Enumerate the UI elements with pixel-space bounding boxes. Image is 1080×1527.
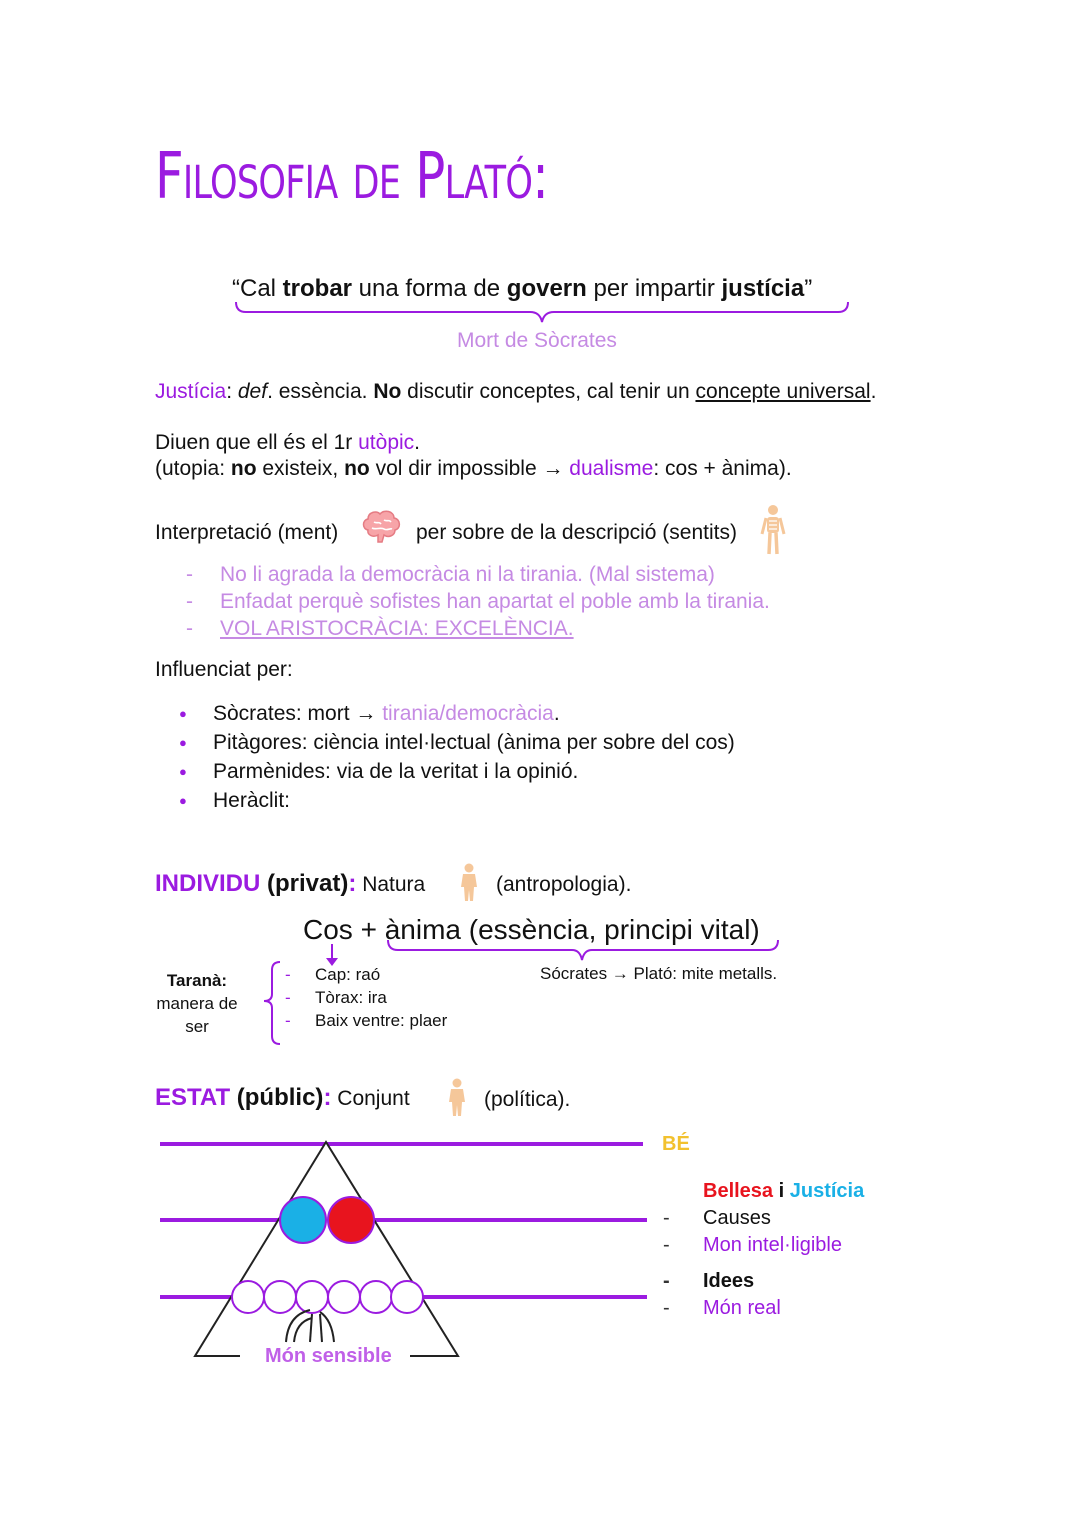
individu-label: INDIVIDU bbox=[155, 870, 261, 897]
be-label: BÉ bbox=[662, 1133, 690, 1155]
list-item bbox=[155, 699, 735, 728]
legend-item: - Causes bbox=[663, 1205, 864, 1232]
tarana-brace bbox=[260, 958, 284, 1048]
text: : bbox=[348, 870, 357, 897]
justicia: Justícia bbox=[789, 1180, 865, 1202]
text: : cos + ànima). bbox=[653, 457, 792, 480]
text: i bbox=[773, 1180, 790, 1202]
brain-icon bbox=[360, 508, 402, 546]
legend-item: - Món real bbox=[663, 1295, 864, 1322]
person-icon bbox=[458, 863, 480, 903]
text: Natura bbox=[356, 873, 426, 896]
text: ser bbox=[185, 1017, 209, 1036]
quote-bold-justicia: justícia bbox=[721, 275, 805, 302]
text: Conjunt bbox=[331, 1087, 410, 1110]
mon-sensible: Món sensible bbox=[265, 1345, 392, 1367]
legend-item: - Idees bbox=[663, 1268, 864, 1295]
quote-text: per impartir bbox=[586, 275, 722, 302]
list-item: ● Parmènides: via de la veritat i la opinió. bbox=[155, 757, 735, 786]
quote-brace bbox=[230, 300, 855, 326]
list-item: - Cap: raó bbox=[285, 963, 447, 986]
list-item: ● Heràclit: bbox=[155, 786, 735, 815]
text: discutir conceptes, cal tenir un bbox=[401, 380, 696, 403]
interp-b: per sobre de la descripció (sentits) bbox=[416, 521, 737, 544]
estat-label: ESTAT bbox=[155, 1084, 231, 1111]
pyramid-triangle bbox=[195, 1142, 458, 1356]
interp-list bbox=[155, 561, 770, 642]
quote-text: “Cal bbox=[232, 275, 283, 302]
beauty-circle bbox=[328, 1197, 374, 1243]
cos-anima: Cos + ànima (essència, principi vital) bbox=[303, 914, 760, 945]
bellesa: Bellesa bbox=[703, 1180, 774, 1202]
legend-bellesa-justicia bbox=[663, 1178, 864, 1205]
quote-text: una forma de bbox=[352, 275, 507, 302]
estat-politica: (política). bbox=[484, 1088, 571, 1111]
interp-a: Interpretació (ment) bbox=[155, 521, 339, 544]
utopic-term: utòpic bbox=[358, 431, 415, 454]
person-icon bbox=[446, 1078, 468, 1118]
estat-heading bbox=[155, 1084, 410, 1112]
socrates-note: Sócrates → Plató: mite metalls. bbox=[540, 964, 778, 983]
text: vol dir impossible → bbox=[369, 457, 570, 480]
influ-heading: Influenciat per: bbox=[155, 658, 293, 681]
justice-line bbox=[155, 380, 876, 404]
individu-antro: (antropologia). bbox=[496, 873, 632, 896]
text: Diuen que ell és el 1r bbox=[155, 431, 359, 454]
utopia-block bbox=[155, 430, 792, 482]
text: (privat) bbox=[260, 870, 349, 897]
bold-no: No bbox=[373, 380, 402, 403]
justice-circle bbox=[280, 1197, 326, 1243]
list-item: - Enfadat perquè sofistes han apartat el poble amb la tirania. bbox=[155, 588, 770, 615]
tarana-label: Taranà: bbox=[166, 971, 228, 990]
bold-no: no bbox=[230, 457, 257, 480]
text: Sòcrates: mort → bbox=[213, 702, 383, 725]
tarana bbox=[152, 969, 242, 1038]
quote-note: Mort de Sòcrates bbox=[457, 329, 617, 352]
skeleton-icon bbox=[760, 504, 786, 556]
list-item: - Tòrax: ira bbox=[285, 986, 447, 1009]
def-italic: def bbox=[237, 380, 268, 403]
text: . essència. bbox=[267, 380, 374, 403]
tirania-term: tirania/democràcia bbox=[382, 702, 554, 725]
quote bbox=[232, 275, 812, 303]
pyramid-legend bbox=[663, 1178, 864, 1322]
text: . bbox=[414, 431, 421, 454]
text: (utopia: bbox=[155, 457, 231, 480]
list-item: ● Pitàgores: ciència intel·lectual (ànima per sobre del cos) bbox=[155, 728, 735, 757]
body-parts-list bbox=[285, 963, 447, 1032]
bold-no: no bbox=[344, 457, 370, 480]
text: . bbox=[553, 702, 560, 725]
text: : bbox=[323, 1084, 332, 1111]
page-title: Filosofia de Plató: bbox=[155, 140, 549, 214]
text: existeix, bbox=[256, 457, 345, 480]
list-item: - No li agrada la democràcia ni la tirania. (Mal sistema) bbox=[155, 561, 770, 588]
influ-list bbox=[155, 699, 735, 815]
justice-term: Justícia bbox=[155, 380, 227, 403]
concept-universal: concepte universal bbox=[695, 380, 871, 403]
pyramid-diagram bbox=[150, 1130, 660, 1380]
quote-bold-govern: govern bbox=[506, 275, 587, 302]
dualisme-term: dualisme bbox=[569, 457, 654, 480]
text: . bbox=[870, 380, 877, 403]
list-item: - Baix ventre: plaer bbox=[285, 1009, 447, 1032]
text: : bbox=[226, 380, 238, 403]
quote-bold-trobar: trobar bbox=[282, 275, 353, 302]
legend-item: - Mon intel·ligible bbox=[663, 1232, 864, 1259]
text: manera de bbox=[156, 994, 238, 1013]
individu-heading bbox=[155, 870, 425, 898]
quote-text: ” bbox=[804, 275, 813, 302]
list-item: - VOL ARISTOCRÀCIA: EXCELÈNCIA. bbox=[155, 615, 770, 642]
text: (públic) bbox=[230, 1084, 324, 1111]
